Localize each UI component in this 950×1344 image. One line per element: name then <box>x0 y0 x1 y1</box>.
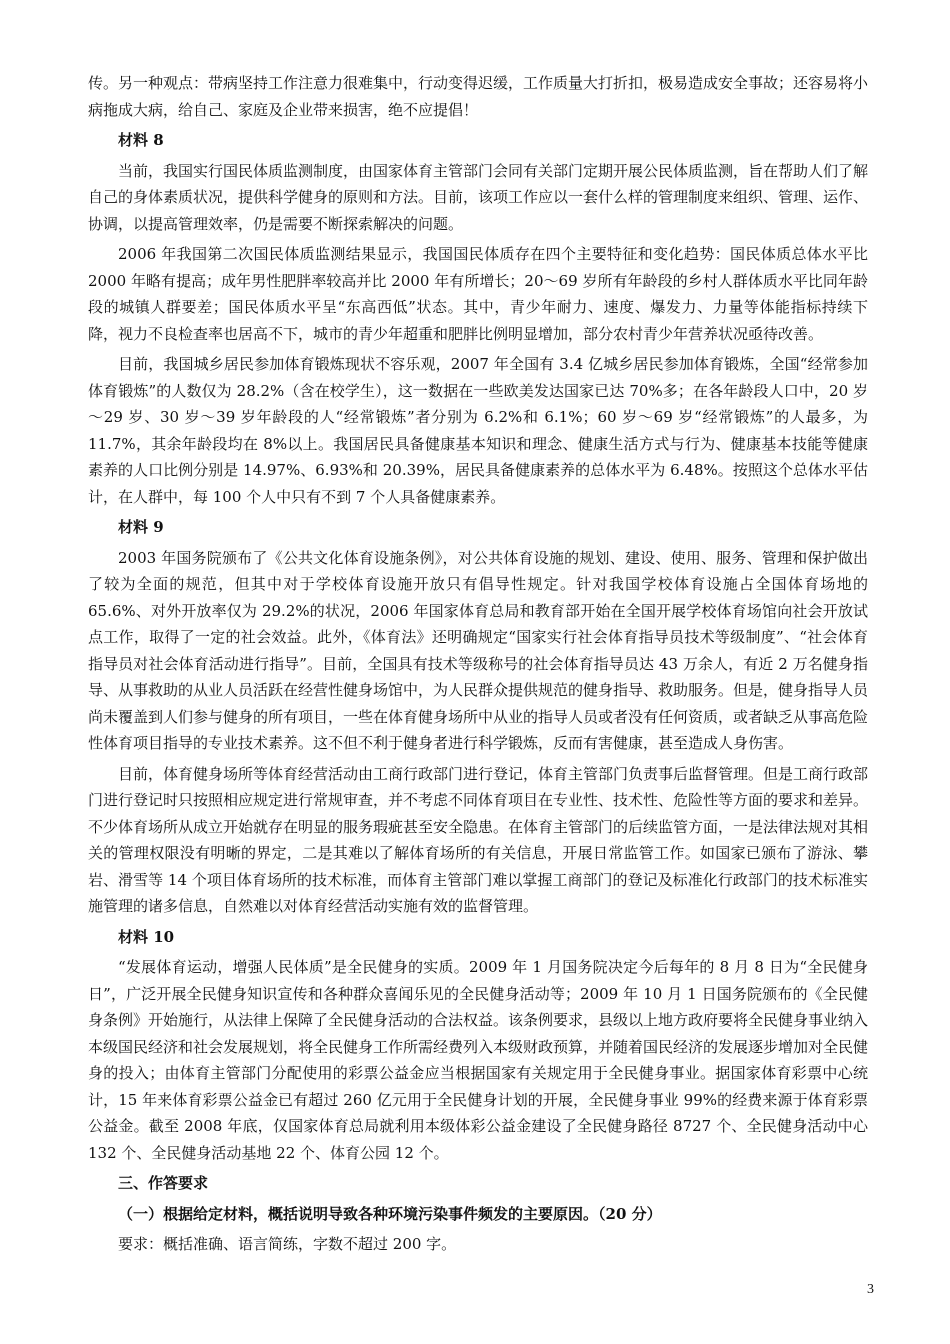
question-1: （一）根据给定材料，概括说明导致各种环境污染事件频发的主要原因。（20 分） <box>118 1204 662 1223</box>
material-8-paragraph-2: 2006 年我国第二次国民体质监测结果显示，我国国民体质存在四个主要特征和变化趋势：国民体质总体水平比 2000 年略有提高；成年男性肥胖率较高并比 2000 年有所增长；20～69 岁所有年龄段的乡村人群体质水平比同年龄段的城镇人群要差；国民体质水平呈“东高西低”状态。其中，青少年耐力、速度、爆发力、力量等体能指标持续下降，视力不良检查率也居高不下，城市的青少年超重和肥胖比例明显增加，部分农村青少年营养状况亟待改善。 <box>88 245 868 343</box>
material-7-continuation: 传。另一种观点：带病坚持工作注意力很难集中，行动变得迟缓，工作质量大打折扣，极易造成安全事故；还容易将小病拖成大病，给自己、家庭及企业带来损害，绝不应提倡！ <box>88 74 869 119</box>
material-8-paragraph-3: 目前，我国城乡居民参加体育锻炼现状不容乐观，2007 年全国有 3.4 亿城乡居民参加体育锻炼，全国“经常参加体育锻炼”的人数仅为 28.2%（含在校学生），这一数据在一些欧美发达国家已达 70%多；在各年龄段人口中，20 岁～29 岁、30 岁～39 岁年龄段的人“经常锻炼”者分别为 6.2%和 6.1%；60 岁～69 岁“经常锻炼”的人最多，为 11.7%，其余年龄段均在 8%以上。我国居民具备健康基本知识和理念、健康生活方式与行为、健康基本技能等健康素养的人口比例分别是 14.97%、6.93%和 20.39%，居民具备健康素养的总体水平为 6.48%。按照这个总体水平估计，在人群中，每 100 个人中只有不到 7 个人具备健康素养。 <box>88 355 868 506</box>
material-10-paragraph-1: “发展体育运动，增强人民体质”是全民健身的实质。2009 年 1 月国务院决定今后每年的 8 月 8 日为“全民健身日”，广泛开展全民健身知识宣传和各种群众喜闻乐见的全民健身活动等；2009 年 10 月 1 日国务院颁布的《全民健身条例》开始施行，从法律上保障了全民健身活动的合法权益。该条例要求，县级以上地方政府要将全民健身事业纳入本级国民经济和社会发展规划，将全民健身工作所需经费列入本级财政预算，并随着国民经济的发展逐步增加对全民健身的投入；由体育主管部门分配使用的彩票公益金应当根据国家有关规定用于全民健身事业。据国家体育彩票中心统计，15 年来体育彩票公益金已有超过 260 亿元用于全民健身计划的开展，全民健身事业 99%的经费来源于体育彩票公益金。截至 2008 年底，仅国家体育总局就利用本级体彩公益金建设了全民健身路径 8727 个、全民健身活动中心 132 个、全民健身活动基地 22 个、体育公园 12 个。 <box>88 958 869 1162</box>
material-8-paragraph-1: 当前，我国实行国民体质监测制度，由国家体育主管部门会同有关部门定期开展公民体质监测，旨在帮助人们了解自己的身体素质状况，提供科学健身的原则和方法。目前，该项工作应以一套什么样的管理制度来组织、管理、运作、协调，以提高管理效率，仍是需要不断探索解决的问题。 <box>88 161 869 233</box>
document-page <box>88 70 868 1258</box>
answer-requirement: 要求：概括准确、语言简练，字数不超过 200 字。 <box>118 1235 457 1253</box>
section-3-title: 三、作答要求 <box>118 1174 209 1192</box>
page-number: 3 <box>867 1282 874 1297</box>
material-8-title: 材料 8 <box>118 131 164 149</box>
material-9-paragraph-1: 2003 年国务院颁布了《公共文化体育设施条例》，对公共体育设施的规划、建设、使用、服务、管理和保护做出了较为全面的规范，但其中对于学校体育设施开放只有倡导性规定。针对我国学校体育设施占全国体育场地的 65.6%、对外开放率仅为 29.2%的状况，2006 年国家体育总局和教育部开始在全国开展学校体育场馆向社会开放试点工作，取得了一定的社会效益。此外，《体育法》还明确规定“国家实行社会体育指导员技术等级制度”、“社会体育指导员对社会体育活动进行指导”。目前，全国具有技术等级称号的社会体育指导员达 43 万余人，有近 2 万名健身指导、从事救助的从业人员活跃在经营性健身场馆中，为人民群众提供规范的健身指导、救助服务。但是，健身指导人员尚未覆盖到人们参与健身的所有项目，一些在体育健身场所中从业的指导人员或者没有任何资质，或者缺乏从事高危险性体育项目指导的专业技术素养。这不但不利于健身者进行科学锻炼，反而有害健康，甚至造成人身伤害。 <box>88 548 869 752</box>
material-9-paragraph-2: 目前，体育健身场所等体育经营活动由工商行政部门进行登记，体育主管部门负责事后监督管理。但是工商行政部门进行登记时只按照相应规定进行常规审查，并不考虑不同体育项目在专业性、技术性、危险性等方面的要求和差异。不少体育场所从成立开始就存在明显的服务瑕疵甚至安全隐患。在体育主管部门的后续监管方面，一是法律法规对其相关的管理权限没有明晰的界定，二是其难以了解体育场所的有关信息，开展日常监管工作。如国家已颁布了游泳、攀岩、滑雪等 14 个项目体育场所的技术标准，而体育主管部门难以掌握工商部门的登记及标准化行政部门的技术标准实施管理的诸多信息，自然难以对体育经营活动实施有效的监督管理。 <box>88 764 869 915</box>
material-9-title: 材料 9 <box>118 518 164 536</box>
material-10-title: 材料 10 <box>118 927 175 946</box>
